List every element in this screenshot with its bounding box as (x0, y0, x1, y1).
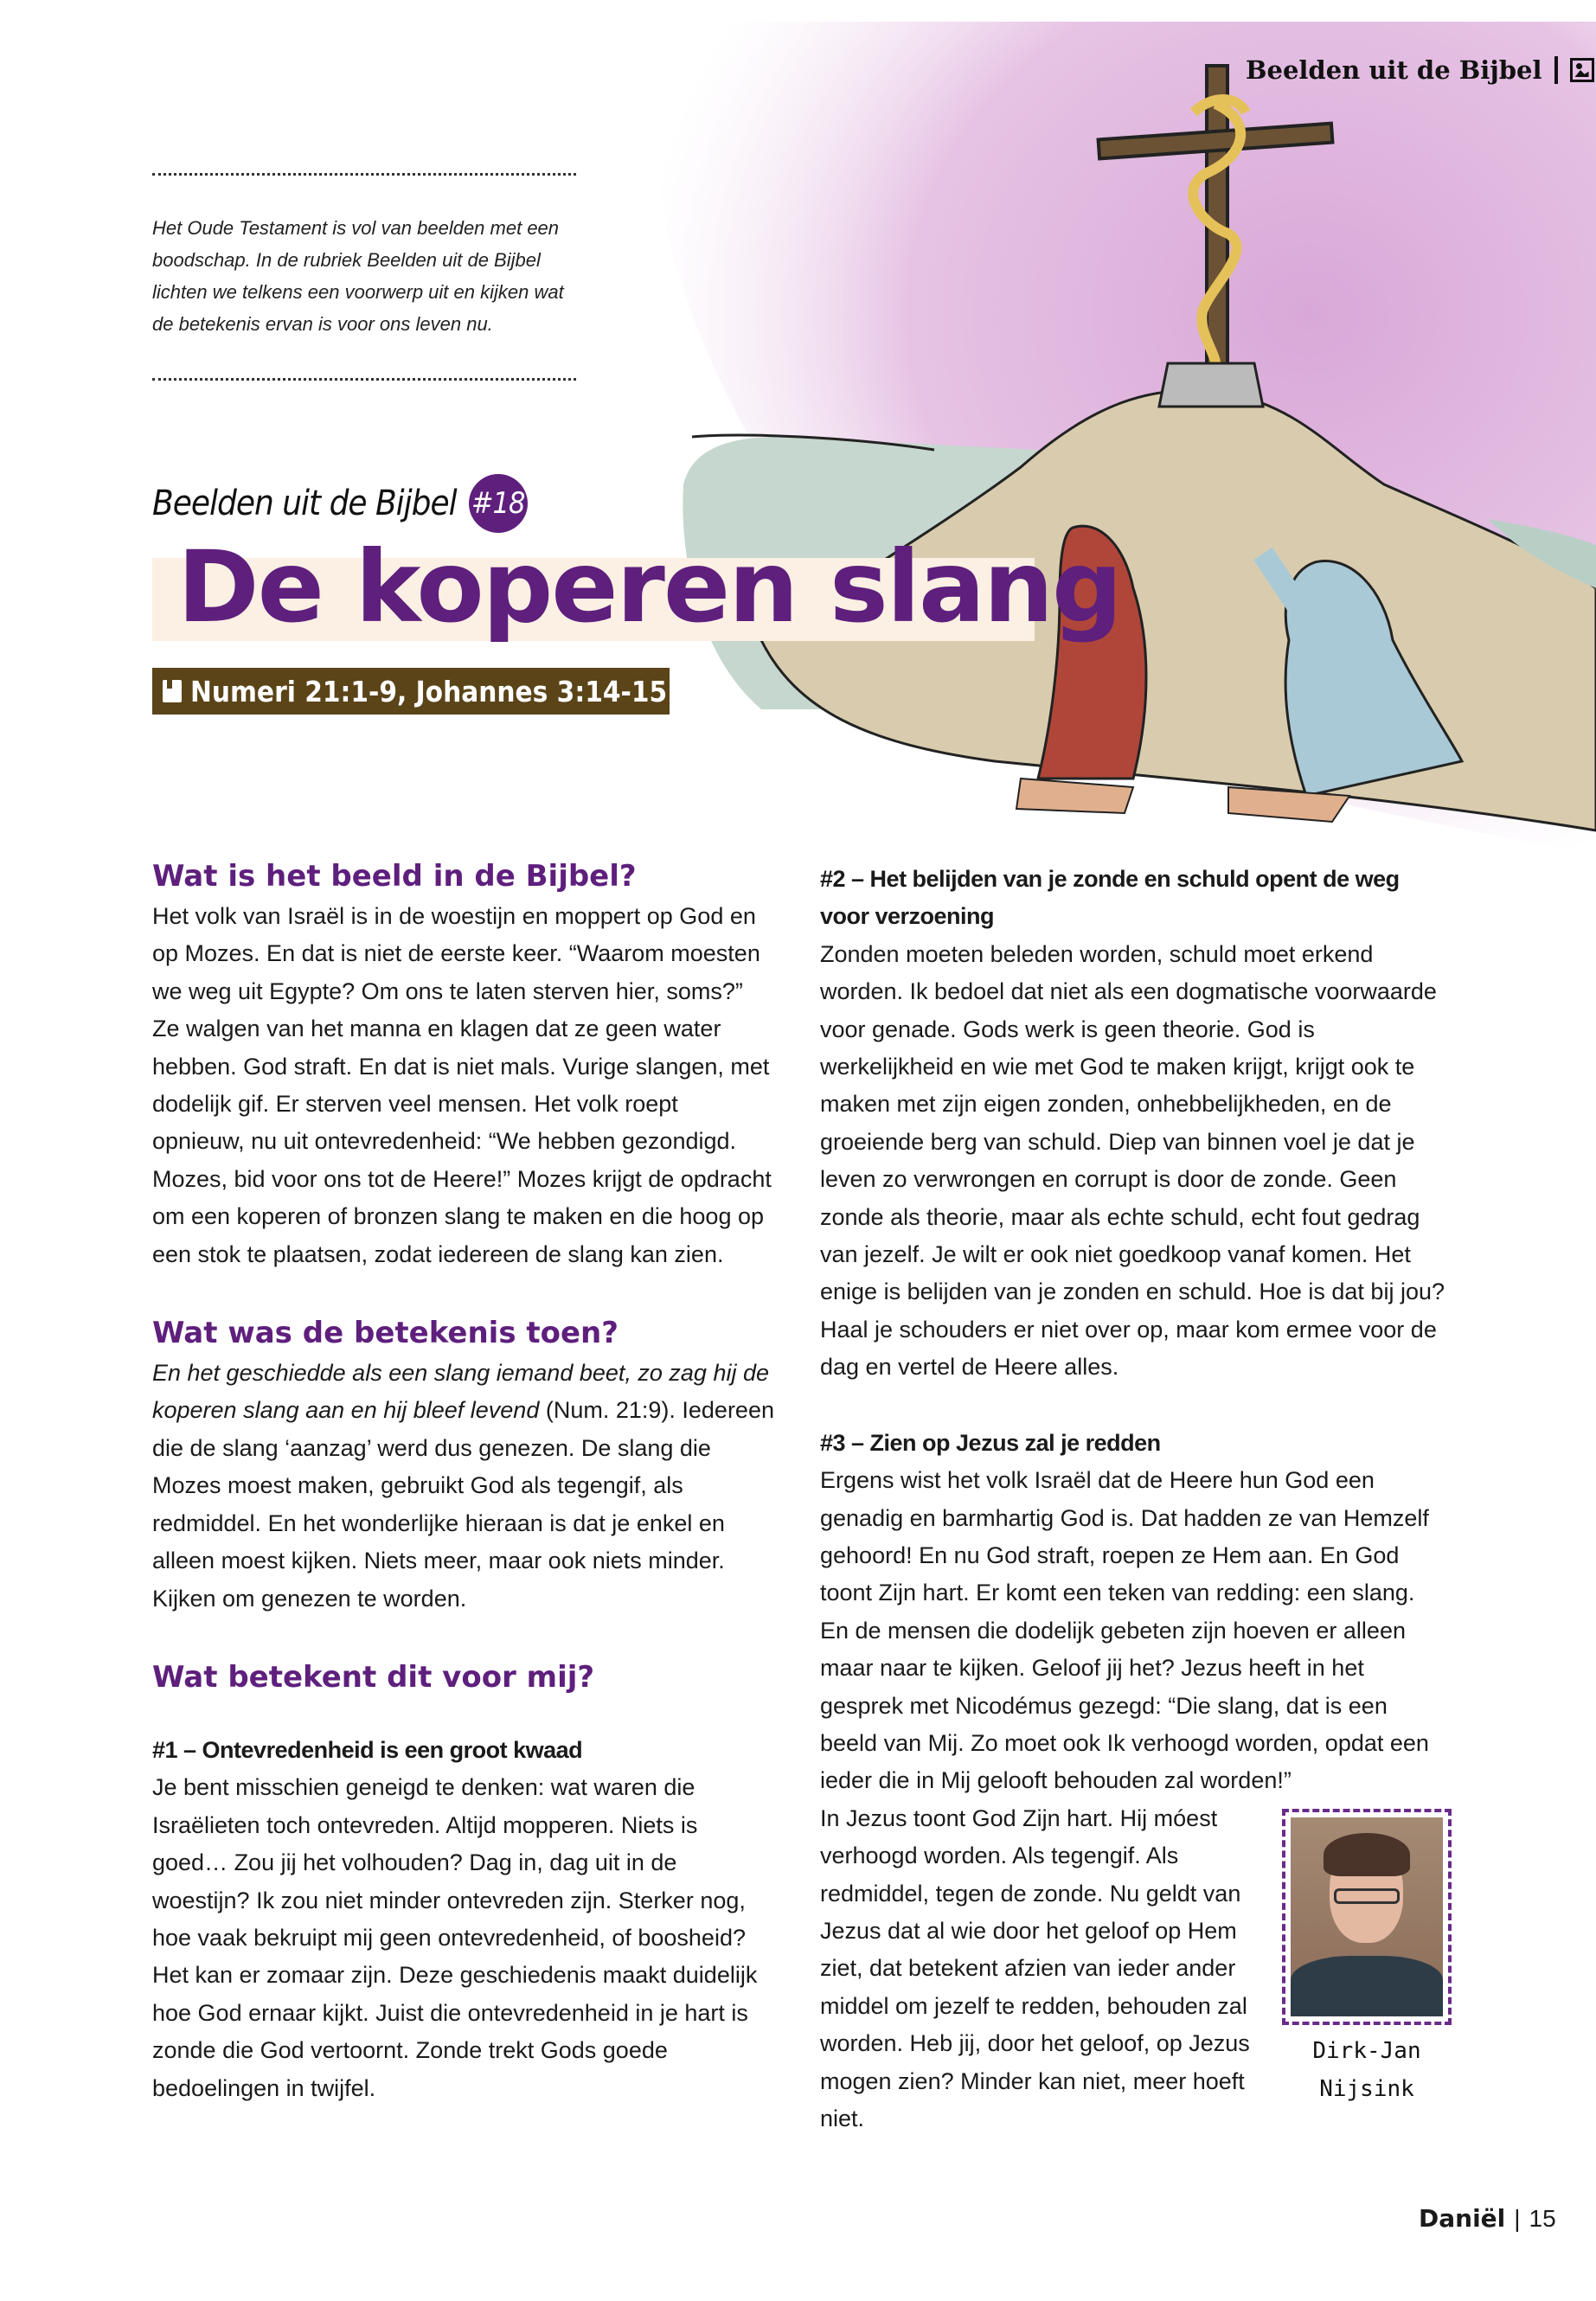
heading-meaning-then: Wat was de betekenis toen? (152, 1316, 619, 1351)
paragraph (152, 1355, 775, 1618)
author-first-name: Dirk-Jan (1312, 2037, 1421, 2064)
running-header (1246, 55, 1594, 85)
series-number-badge: #18 (469, 474, 528, 533)
paragraph: Je bent misschien geneigd te denken: wat waren die Israëlieten toch ontevreden. Altijd mopperen. Niets is goed… Zou jij het volhouden? Dag in, dag uit in de woestijn? Ik zou niet minder ontevreden zijn. Sterker nog, hoe vaak bekruipt mij geen ontevredenheid, of boosheid? Het kan er zomaar zijn. Deze geschiedenis maakt duidelijk hoe God ernaar kijkt. Juist die ontevredenheid in je hart is zonde die God vertoornt. Zonde trekt Gods goede bedoelingen in twijfel. (152, 1774, 758, 2101)
paragraph: In Jezus toont God Zijn hart. Hij móest verhoogd worden. Als tegengif. Als redmiddel, tegen de zonde. Nu geldt van Jezus dat al wie door het geloof op Hem ziet, dat betekent afzien van ieder ander middel om jezelf te redden, behouden zal worden. Heb jij, door het geloof, op Jezus mogen zien? Minder kan niet, meer hoeft niet. (820, 1804, 1250, 2131)
author-name (1276, 2032, 1458, 2108)
paragraph: Ergens wist het volk Israël dat de Heere hun God een genadig en barmhartig God is. Dat hadden ze van Hemzelf gehoord! En nu God straft, roepen ze Hem aan. En God toont Zijn hart. Er komt een teken van redding: een slang. En de mensen die dodelijk gebeten zijn hoeven er alleen maar naar te kijken. Geloof jij het? Jezus heeft in het gesprek met Nicodémus gezegd: “Die slang, dat is een beeld van Mij. Zo moet ook Ik verhoogd worden, opdat een ieder die in Mij gelooft behouden zal worden!” (820, 1467, 1429, 1794)
reference-text: Numeri 21:1-9, Johannes 3:14-15 (190, 674, 668, 708)
paragraph: Zonden moeten beleden worden, schuld moet erkend worden. Ik bedoel dat niet als een dogmatische voorwaarde voor genade. Gods werk is geen theorie. God is werkelijkheid en wie met God te maken krijgt, krijgt ook te maken met zijn eigen zonden, onhebbelijkheden, en de groeiende berg van schuld. Diep van binnen voel je dat je leven zo verwrongen en corrupt is door de zonde. Geen zonde als theorie, maar als echte schuld, echt fout gedrag van jezelf. Je wilt er ook niet goedkoop vanaf komen. Het enige is belijden van je zonden en schuld. Hoe is dat bij jou? Haal je schouders er niet over op, maar kom ermee voor de dag en vertel de Heere alles. (820, 940, 1445, 1381)
author-box (1276, 1809, 1458, 2108)
series-name: Beelden uit de Bijbel (152, 484, 457, 523)
series-label (152, 474, 528, 533)
page-footer (1419, 2204, 1556, 2233)
page-title: De koperen slang (177, 529, 1121, 644)
dotted-divider (152, 173, 576, 176)
author-photo (1282, 1809, 1452, 2025)
quote: En het geschiedde als een slang iemand beet, zo zag hij de koperen slang aan en hij bleef levend (152, 1360, 769, 1424)
book-icon (163, 680, 182, 702)
paragraph-text: (Num. 21:9). Iedereen die de slang ‘aanzag’ werd dus genezen. De slang die Mozes moest maken, gebruikt God als tegengif, als redmiddel. En het wonderlijke hieraan is dat je enkel en alleen moest kijken. Niets meer, maar ook niets minder. Kijken om genezen te worden. (152, 1397, 774, 1612)
subheading-2: #2 – Het belijden van je zonde en schuld opent de weg voor verzoening (820, 866, 1400, 930)
subheading-1: #1 – Ontevredenheid is een groot kwaad (152, 1736, 583, 1763)
dotted-divider (152, 378, 576, 381)
author-last-name: Nijsink (1319, 2075, 1414, 2102)
magazine-name: Daniël (1419, 2204, 1506, 2233)
heading-meaning-for-me: Wat betekent dit voor mij? (152, 1659, 595, 1695)
intro-text: Het Oude Testament is vol van beelden met een boodschap. In de rubriek Beelden uit de Bijbel lichten we telkens een voorwerp uit en kijken wat de betekenis ervan is voor ons leven nu. (152, 217, 564, 335)
right-column (820, 861, 1447, 2138)
image-icon (1570, 58, 1594, 82)
subheading-3: #3 – Zien op Jezus zal je redden (820, 1429, 1161, 1456)
running-title: Beelden uit de Bijbel (1246, 55, 1542, 85)
heading-image-in-bible: Wat is het beeld in de Bijbel? (152, 859, 637, 894)
divider (1554, 56, 1558, 84)
bible-reference (152, 668, 670, 715)
paragraph: Het volk van Israël is in de woestijn en moppert op God en op Mozes. En dat is niet de eerste keer. “Waarom moesten we weg uit Egypte? Om ons te laten sterven hier, soms?” Ze walgen van het manna en klagen dat ze geen water hebben. God straft. En dat is niet mals. Vurige slangen, met dodelijk gif. Er sterven veel mensen. Het volk roept opnieuw, nu uit ontevredenheid: “We hebben gezondigd. Mozes, bid voor ons tot de Heere!” Mozes krijgt de opdracht om een koperen of bronzen slang te maken en die hoog op een stok te plaatsen, zodat iedereen de slang kan zien. (152, 903, 772, 1267)
divider: | (1514, 2204, 1521, 2232)
page-number: 15 (1529, 2204, 1556, 2232)
left-column (152, 855, 775, 2145)
